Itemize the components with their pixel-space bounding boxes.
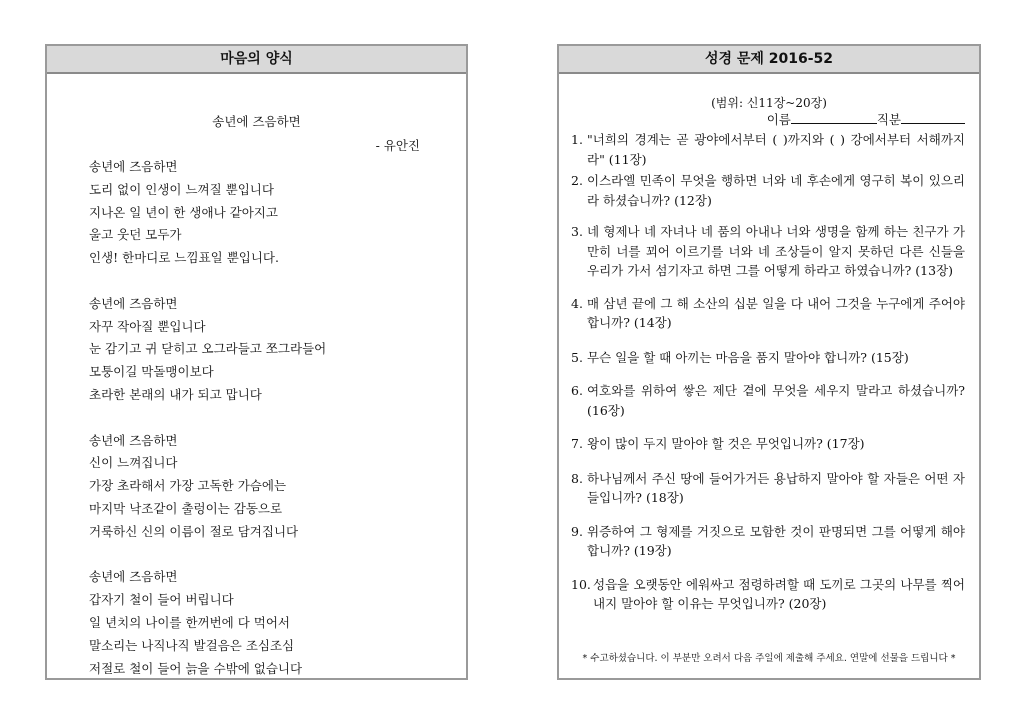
question-number: 8.: [571, 470, 583, 486]
poem-line: 모퉁이길 막돌맹이보다: [89, 364, 214, 380]
poem-line: 마지막 낙조같이 출렁이는 감동으로: [89, 500, 283, 516]
poem-line: 가장 초라해서 가장 고독한 가슴에는: [89, 478, 287, 494]
poem-line: 신이 느껴집니다: [89, 455, 178, 471]
poem-line: 말소리는 나직나직 발걸음은 조심조심: [89, 637, 295, 653]
poem-line: 눈 감기고 귀 닫히고 오그라들고 쪼그라들어: [89, 341, 327, 357]
question-text: 성읍을 오랫동안 에워싸고 점령하려할 때 도끼로 그곳의 나무를 찍어내지 말아야 할 이유는 무엇입니까? (20장): [593, 576, 965, 611]
question-item: [571, 522, 965, 561]
submission-note: * 수고하셨습니다. 이 부분만 오려서 다음 주일에 제출해 주세요. 연말에 선물을 드립니다 *: [582, 653, 956, 664]
question-number: 6.: [571, 383, 583, 398]
question-number: 5.: [571, 349, 583, 365]
poem-line: 자꾸 작아질 뿐입니다: [89, 318, 206, 334]
question-item: [571, 171, 965, 210]
question-text: 네 형제나 네 자녀나 네 품의 아내나 너와 생명을 함께 하는 친구가 가만히 너를 꾀어 이르기를 너와 네 조상들이 알지 못하던 다른 신들을 우리가 가서 섬기자고 하면 그를 어떻게 하라고 하였습니까? (13장): [587, 224, 965, 278]
question-text: 매 삼년 끝에 그 해 소산의 십분 일을 다 내어 그것을 누구에게 주어야 합니까? (14장): [587, 295, 965, 330]
name-label: 이름: [766, 112, 791, 127]
poem-line: 송년에 즈음하면: [89, 569, 178, 585]
question-item: [571, 575, 965, 614]
poem-line: 거룩하신 신의 이름이 절로 담겨집니다: [89, 523, 299, 539]
question-text: 왕이 많이 두지 말아야 할 것은 무엇입니까? (17장): [587, 436, 865, 451]
poem-body: [89, 156, 326, 680]
position-label: 직분: [876, 112, 901, 127]
name-blank[interactable]: [791, 110, 877, 124]
question-item: [571, 434, 965, 454]
poem-line: 일 년치의 나이를 한꺼번에 다 먹어서: [89, 614, 290, 630]
poem-line: 도리 없이 인생이 느껴질 뿐입니다: [89, 181, 274, 197]
question-number: 4.: [571, 295, 583, 311]
question-item: [571, 294, 965, 333]
question-item: [571, 469, 965, 508]
question-number: 7.: [571, 436, 583, 451]
poem-line: 초라한 본래의 내가 되고 맙니다: [89, 386, 262, 402]
question-number: 1.: [571, 132, 583, 147]
poem-line: 송년에 즈음하면: [89, 432, 178, 448]
question-list: [571, 130, 965, 614]
name-position-line: [767, 110, 965, 128]
question-number: 9.: [571, 523, 583, 539]
quiz-range: (범위: 신11장~20장): [711, 96, 827, 110]
poem-line: 울고 웃던 모두가: [89, 227, 182, 243]
poem-line: 갑자기 철이 들어 버립니다: [89, 592, 234, 608]
poem-line: 송년에 즈음하면: [89, 159, 178, 174]
question-text: "너희의 경계는 곧 광야에서부터 ( )까지와 ( ) 강에서부터 서해까지라" (11장): [587, 132, 965, 167]
poem-line: 송년에 즈음하면: [89, 295, 178, 311]
question-item: [571, 348, 965, 368]
poem-line: 지나온 일 년이 한 생애나 같아지고: [89, 204, 278, 220]
poem-line: 인생! 한마디로 느낌표일 뿐입니다.: [89, 250, 279, 266]
poem-line: 저절로 철이 들어 늙을 수밖에 없습니다: [89, 660, 303, 676]
poem-stanza: [89, 156, 326, 270]
poem-stanza: [89, 566, 326, 680]
quiz-panel: [557, 44, 981, 680]
poem-panel-header: 마음의 양식: [47, 46, 466, 74]
question-text: 이스라엘 민족이 무엇을 행하면 너와 네 후손에게 영구히 복이 있으리라 하셨습니까? (12장): [587, 173, 965, 208]
question-number: 10.: [571, 576, 591, 592]
question-text: 여호와를 위하여 쌓은 제단 곁에 무엇을 세우지 말라고 하셨습니까? (16장): [587, 383, 965, 418]
position-blank[interactable]: [901, 110, 965, 124]
question-text: 하나님께서 주신 땅에 들어가거든 용납하지 말아야 할 자들은 어떤 자들입니까? (18장): [587, 470, 965, 505]
question-text: 무슨 일을 할 때 아끼는 마음을 품지 말아야 합니까? (15장): [587, 349, 909, 365]
poem-panel: [45, 44, 468, 680]
question-number: 3.: [571, 224, 583, 239]
question-number: 2.: [571, 173, 583, 188]
question-item: [571, 130, 965, 169]
question-item: [571, 222, 965, 281]
poem-stanza: [89, 430, 326, 544]
poem-title: 송년에 즈음하면: [212, 114, 301, 129]
question-item: [571, 381, 965, 420]
question-text: 위증하여 그 형제를 거짓으로 모함한 것이 판명되면 그를 어떻게 해야 합니까? (19장): [587, 523, 965, 558]
poem-author: - 유안진: [375, 138, 420, 153]
quiz-panel-header: 성경 문제 2016-52: [559, 46, 979, 74]
poem-stanza: [89, 293, 326, 407]
